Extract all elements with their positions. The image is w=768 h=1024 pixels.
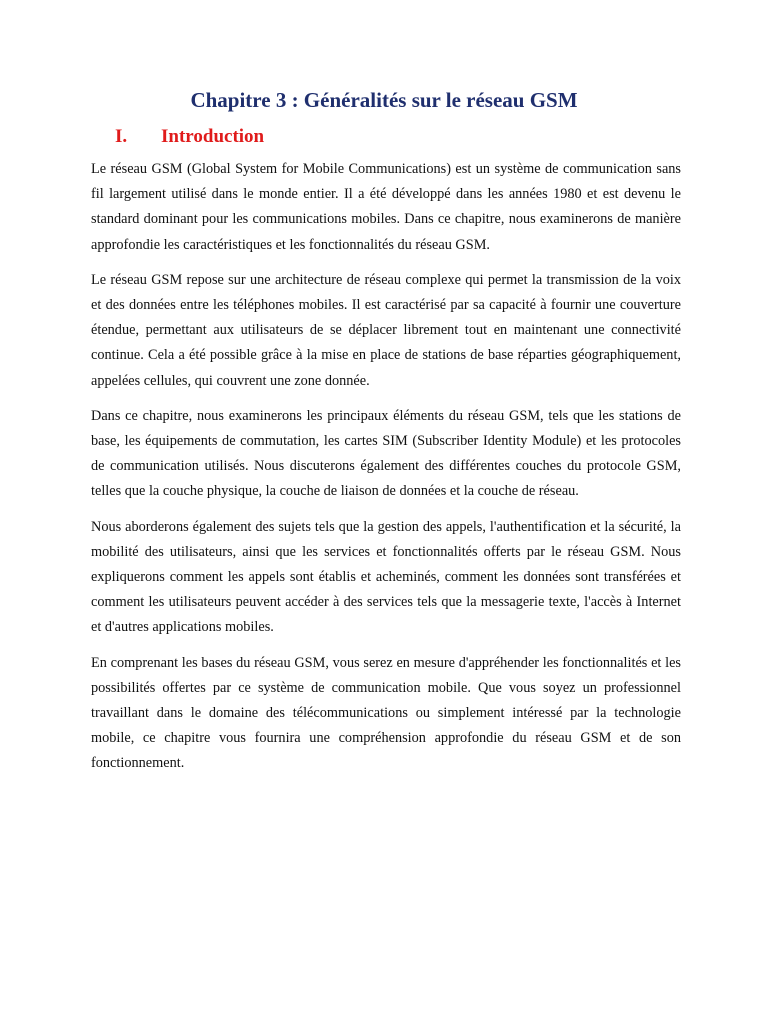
paragraph-3: Dans ce chapitre, nous examinerons les principaux éléments du réseau GSM, tels que les stations de base, les équipements de commutation, les cartes SIM (Subscriber Identity Module) et les protocoles de communication utilisés. Nous discuterons également des différentes couches du protocole GSM, telles que la couche physique, la couche de liaison de données et la couche de réseau. [91, 407, 681, 500]
body-text [91, 157, 681, 787]
paragraph-2: Le réseau GSM repose sur une architecture de réseau complexe qui permet la transmission de la voix et des données entre les téléphones mobiles. Il est caractérisé par sa capacité à fournir une couverture étendue, permettant aux utilisateurs de se déplacer librement tout en maintenant une connectivité continue. Cela a été possible grâce à la mise en place de stations de base réparties géographiquement, appelées cellules, qui couvrent une zone donnée. [91, 271, 681, 389]
paragraph-1: Le réseau GSM (Global System for Mobile Communications) est un système de communication sans fil largement utilisé dans le monde entier. Il a été développé dans les années 1980 et est devenu le standard dominant pour les communications mobiles. Dans ce chapitre, nous examinerons de manière approfondie les caractéristiques et les fonctionnalités du réseau GSM. [91, 161, 681, 253]
section-title: Introduction [161, 126, 265, 147]
paragraph-5: En comprenant les bases du réseau GSM, vous serez en mesure d'appréhender les fonctionnalités et les possibilités offertes par ce système de communication mobile. Que vous soyez un professionnel travaillant dans le domaine des télécommunications ou simplement intéressé par la technologie mobile, ce chapitre vous fournira une compréhension approfondie du réseau GSM et de son fonctionnement. [91, 654, 681, 772]
section-number: I. [115, 126, 128, 147]
paragraph-4: Nous aborderons également des sujets tels que la gestion des appels, l'authentification et la sécurité, la mobilité des utilisateurs, ainsi que les services et fonctionnalités offerts par le réseau GSM. Nous expliquerons comment les appels sont établis et acheminés, comment les données sont transférées et comment les utilisateurs peuvent accéder à des services tels que la messagerie texte, l'accès à Internet et d'autres applications mobiles. [91, 518, 681, 636]
chapter-title: Chapitre 3 : Généralités sur le réseau GSM [190, 88, 578, 112]
section-heading [115, 124, 264, 150]
